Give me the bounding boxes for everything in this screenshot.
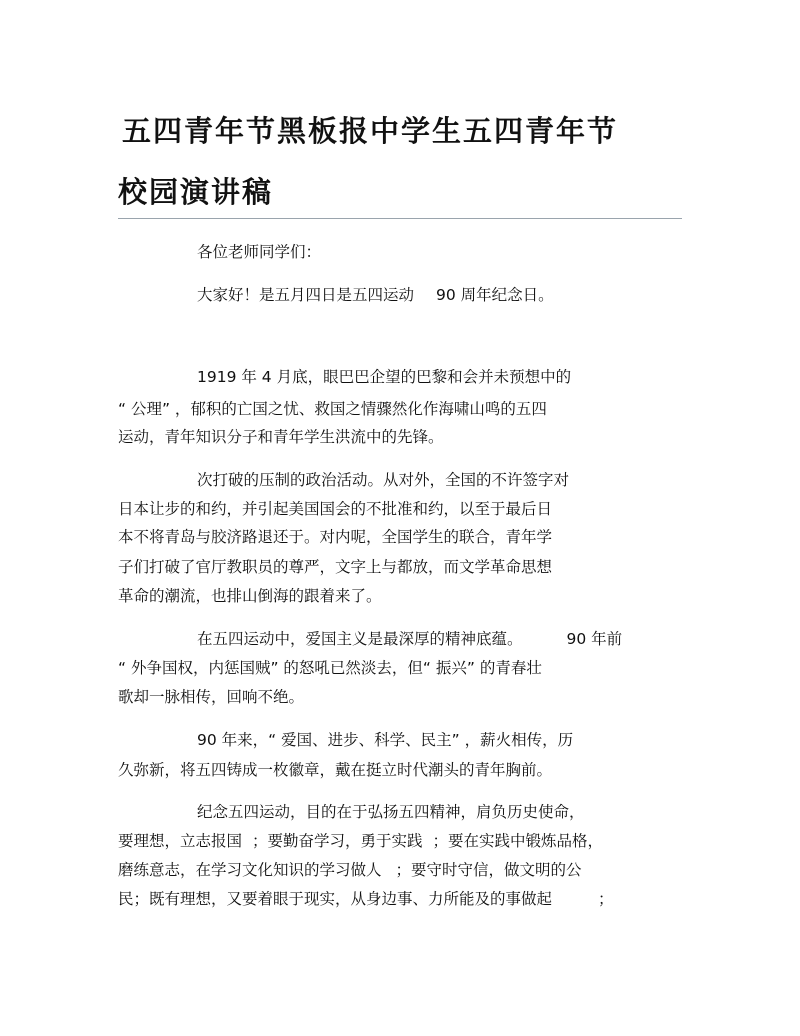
paragraph-6-line-3 — [118, 863, 582, 879]
paragraph-3-line-3: 本不将青岛与胶济路退还于。对内呢，全国学生的联合，青年学 — [118, 528, 553, 546]
paragraph-4-line-2: “ 外争国权，内惩国贼” 的怒吼已然淡去，但“ 振兴” 的青春壮 — [118, 659, 542, 677]
greeting: 各位老师同学们： — [197, 243, 322, 261]
p1-text-a: 大家好！是五月四日是五四运动 — [197, 286, 415, 304]
title-divider — [118, 218, 682, 219]
paragraph-1-line — [197, 288, 554, 304]
p4-text-b: 90 年前 — [566, 630, 623, 648]
paragraph-2-line-1: 1919 年 4 月底，眼巴巴企望的巴黎和会并未预想中的 — [197, 368, 572, 386]
title-line-2: 校园演讲稿 — [118, 175, 274, 209]
p6-l2-a: 要理想，立志报国 — [118, 832, 243, 850]
p6-l3-b: ；要守时守信，做文明的公 — [395, 861, 582, 879]
paragraph-3-line-5: 革命的潮流，也排山倒海的跟着来了。 — [118, 587, 382, 605]
paragraph-2-line-2: “ 公理” ，郁积的亡国之忧、救国之情骤然化作海啸山鸣的五四 — [118, 400, 547, 418]
paragraph-4-line-1 — [197, 632, 622, 648]
paragraph-6-line-4 — [118, 892, 614, 908]
p6-l4-b: ； — [598, 890, 614, 908]
paragraph-3-line-4: 子们打破了官厅教职员的尊严，文字上与都放，而文学革命思想 — [118, 558, 553, 576]
p4-text-a: 在五四运动中，爱国主义是最深厚的精神底蕴。 — [197, 630, 523, 648]
p1-text-b: 90 周年纪念日。 — [436, 286, 554, 304]
p6-l2-c: ；要在实践中锻炼品格， — [432, 832, 604, 850]
paragraph-6-line-1: 纪念五四运动，目的在于弘扬五四精神，肩负历史使命， — [197, 803, 585, 821]
paragraph-6-line-2 — [118, 834, 603, 850]
title-line-1: 五四青年节黑板报中学生五四青年节 — [122, 114, 619, 148]
paragraph-4-line-3: 歌却一脉相传，回响不绝。 — [118, 688, 305, 706]
p6-l2-b: ；要勤奋学习，勇于实践 — [252, 832, 423, 850]
paragraph-5-line-1: 90 年来，“ 爱国、进步、科学、民主” ，薪火相传，历 — [197, 731, 574, 749]
paragraph-2-line-3: 运动，青年知识分子和青年学生洪流中的先锋。 — [118, 428, 444, 446]
paragraph-3-line-1: 次打破的压制的政治活动。从对外，全国的不许签字对 — [197, 471, 570, 489]
paragraph-3-line-2: 日本让步的和约，并引起美国国会的不批准和约，以至于最后日 — [118, 500, 553, 518]
p6-l3-a: 磨练意志，在学习文化知识的学习做人 — [118, 861, 382, 879]
paragraph-5-line-2: 久弥新，将五四铸成一枚徽章，戴在挺立时代潮头的青年胸前。 — [118, 761, 553, 779]
p6-l4-a: 民；既有理想，又要着眼于现实，从身边事、力所能及的事做起 — [118, 890, 553, 908]
